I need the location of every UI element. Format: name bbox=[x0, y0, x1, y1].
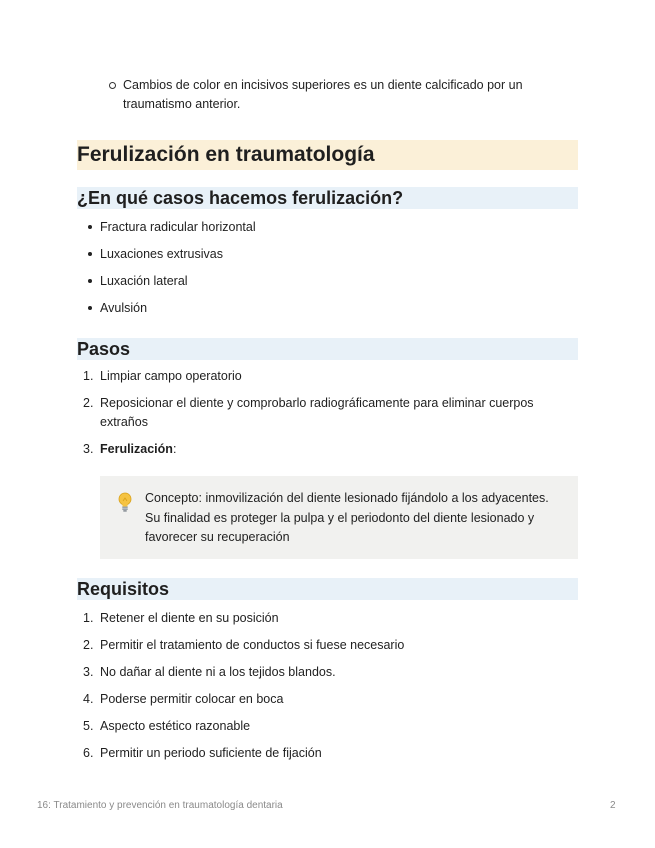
list-item bbox=[83, 394, 570, 432]
item-text: No dañar al diente ni a los tejidos blandos. bbox=[100, 665, 336, 679]
list-item bbox=[83, 690, 570, 709]
item-text: : bbox=[172, 442, 177, 456]
intro-bullet-list bbox=[123, 76, 563, 114]
list-item: Fractura radicular horizontal bbox=[100, 218, 570, 237]
item-number: 2. bbox=[83, 638, 94, 652]
cases-heading: ¿En qué casos hacemos ferulización? bbox=[77, 187, 578, 209]
pasos-list bbox=[83, 367, 570, 467]
item-number: 6. bbox=[83, 746, 94, 760]
list-item: Avulsión bbox=[100, 299, 570, 318]
requisitos-list bbox=[83, 609, 570, 771]
lightbulb-icon bbox=[118, 492, 132, 512]
item-number: 2. bbox=[83, 396, 94, 410]
item-number: 3. bbox=[83, 442, 94, 456]
footer-title: 16: Tratamiento y prevención en traumatología dentaria bbox=[37, 800, 283, 811]
item-number: 4. bbox=[83, 692, 94, 706]
item-text: Permitir un periodo suficiente de fijación bbox=[100, 746, 322, 760]
list-item bbox=[83, 636, 570, 655]
callout-text: Concepto: inmovilización del diente lesionado fijándolo a los adyacentes. Su finalidad es proteger la pulpa y el periodonto del diente lesionado y favorecer su recuperación bbox=[145, 491, 549, 544]
item-text: Poderse permitir colocar en boca bbox=[100, 692, 284, 706]
item-bold-text: Ferulización bbox=[100, 442, 173, 456]
item-text: Retener el diente en su posición bbox=[100, 611, 279, 625]
list-item bbox=[83, 440, 570, 459]
list-item bbox=[83, 609, 570, 628]
list-item bbox=[83, 367, 570, 386]
pasos-heading: Pasos bbox=[77, 338, 578, 360]
item-number: 1. bbox=[83, 611, 94, 625]
cases-list bbox=[100, 218, 570, 326]
list-item bbox=[83, 663, 570, 682]
item-text: Aspecto estético razonable bbox=[100, 719, 251, 733]
list-item: Luxaciones extrusivas bbox=[100, 245, 570, 264]
item-text: Limpiar campo operatorio bbox=[100, 369, 242, 383]
item-number: 3. bbox=[83, 665, 94, 679]
list-item: Luxación lateral bbox=[100, 272, 570, 291]
page-number: 2 bbox=[610, 800, 616, 811]
item-number: 5. bbox=[83, 719, 94, 733]
requisitos-heading: Requisitos bbox=[77, 578, 578, 600]
list-item bbox=[83, 744, 570, 763]
item-text: Reposicionar el diente y comprobarlo radiográficamente para eliminar cuerpos extraños bbox=[100, 396, 534, 429]
list-item bbox=[83, 717, 570, 736]
item-text: Permitir el tratamiento de conductos si fuese necesario bbox=[100, 638, 405, 652]
list-item: Cambios de color en incisivos superiores es un diente calcificado por un traumatismo anterior. bbox=[123, 76, 563, 114]
concept-callout bbox=[100, 476, 578, 559]
section-title: Ferulización en traumatología bbox=[77, 140, 578, 170]
item-number: 1. bbox=[83, 369, 94, 383]
